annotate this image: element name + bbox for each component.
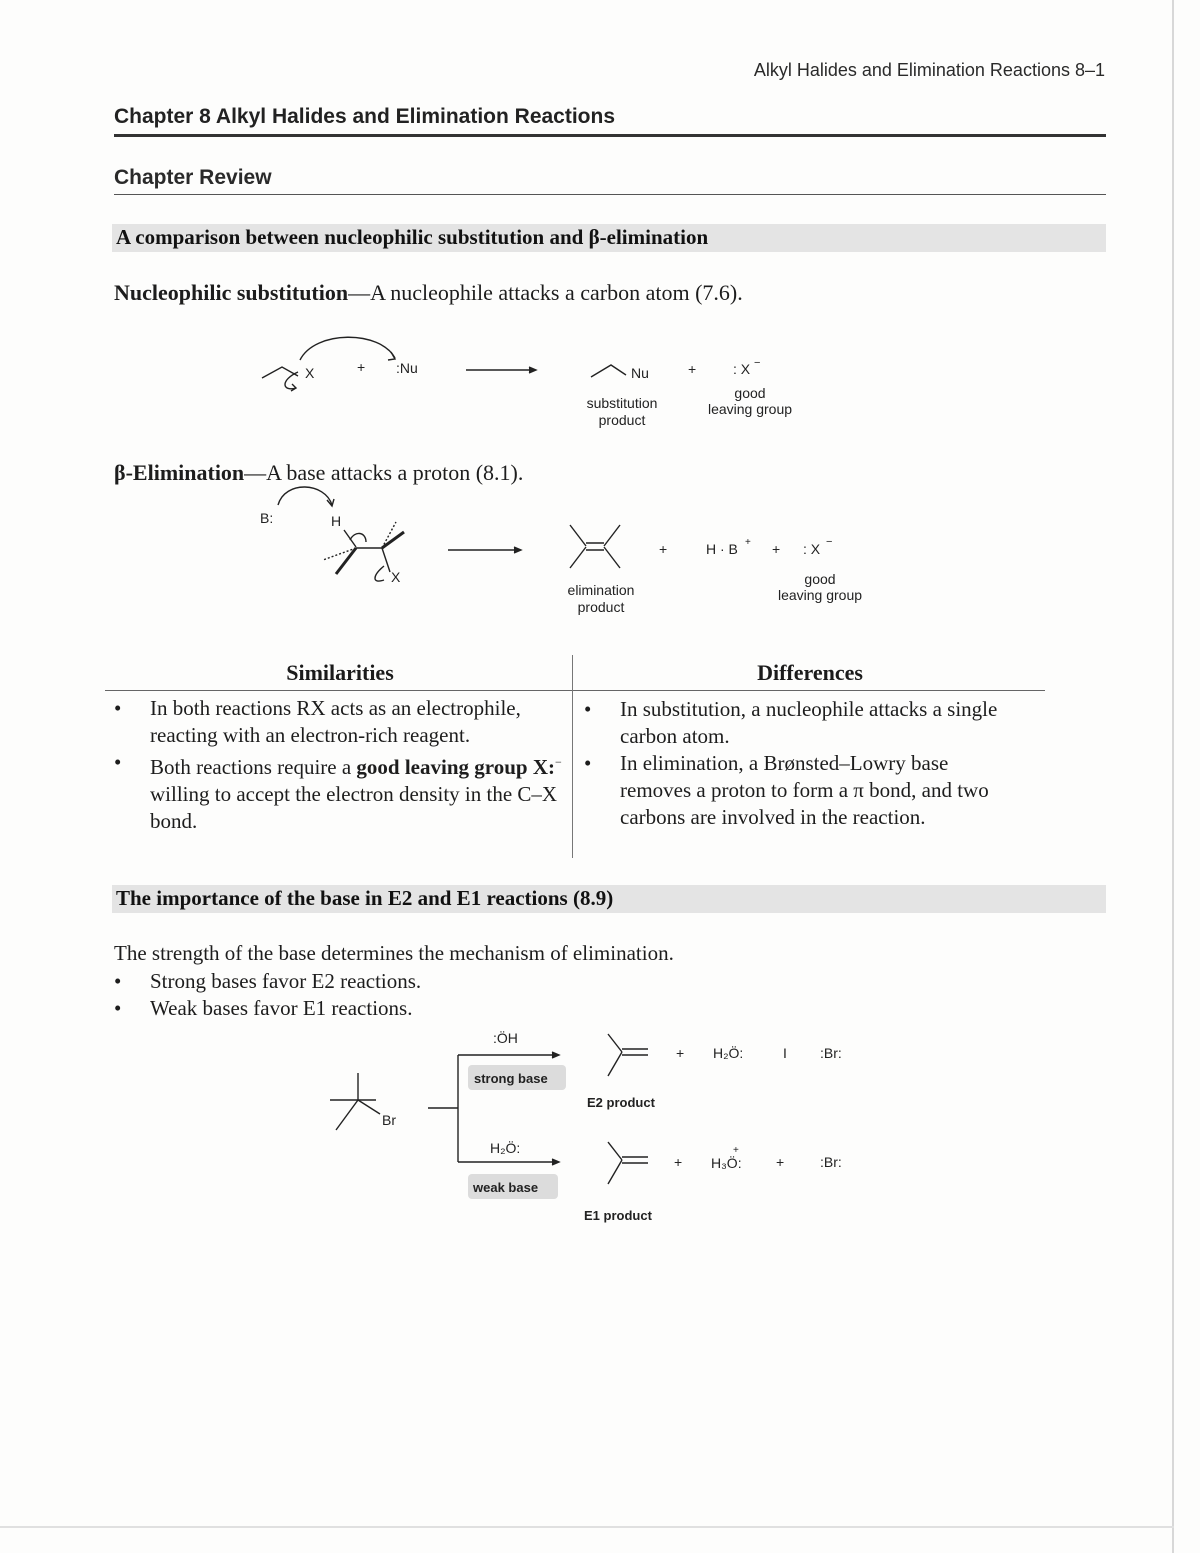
similarity-text-1: In both reactions RX acts as an electrophile, reacting with an electron-rich reagent. — [150, 696, 521, 747]
good-label-2: good — [804, 571, 836, 587]
strong-base-label: strong base — [474, 1071, 548, 1086]
bullet-icon: • — [584, 751, 592, 775]
plus-3: + — [659, 541, 668, 557]
page-edge-shadow — [1172, 0, 1174, 1553]
halide-charge: − — [754, 357, 761, 369]
good-label: good — [734, 385, 766, 401]
conjugate-acid-charge: + — [745, 537, 751, 548]
hydronium-charge: + — [733, 1145, 739, 1156]
elimination-label-1: elimination — [567, 582, 635, 598]
c-br-bond — [358, 1100, 380, 1114]
product-nu: Nu — [631, 365, 649, 381]
hydronium-product: H₃Ö: — [711, 1155, 742, 1171]
elimination-label-2: product — [577, 599, 625, 615]
leaving-group-label: leaving group — [707, 401, 793, 417]
conjugate-acid: H · B — [706, 541, 738, 557]
leaving-x-2: X — [391, 569, 401, 585]
similarities-heading: Similarities — [286, 660, 394, 685]
bromide-atom: Br — [382, 1112, 396, 1128]
bullet-icon: • — [114, 750, 122, 774]
section-heading-base-importance: The importance of the base in E2 and E1 reactions (8.9) — [116, 886, 614, 910]
bromide-anion-e1: :Br: — [820, 1154, 842, 1170]
plus-e1-2: + — [776, 1154, 785, 1170]
water-reagent: H₂Ö: — [490, 1140, 521, 1156]
halide-anion: : X — [733, 361, 751, 377]
plus-e2-1: + — [676, 1045, 685, 1061]
page-bottom-edge — [0, 1526, 1174, 1528]
hydrogen-label: H — [331, 513, 342, 529]
term-beta-elimination: β-Elimination — [114, 460, 245, 485]
e2-alkene-bond-1 — [608, 1034, 622, 1052]
strong-base-text: Strong bases favor E2 reactions. — [150, 969, 422, 993]
running-head: Alkyl Halides and Elimination Reactions 8–1 — [753, 60, 1105, 80]
good-leaving-group-term: good leaving group X: — [356, 755, 555, 779]
e2-product-label: E2 product — [587, 1095, 655, 1110]
plus-2: + — [688, 361, 697, 377]
bullet-icon: • — [114, 696, 122, 720]
substitution-label-1: substitution — [586, 395, 658, 411]
weak-base-label: weak base — [473, 1180, 539, 1195]
chapter-title: Chapter 8 Alkyl Halides and Elimination Reactions — [114, 105, 616, 128]
base-label: B: — [260, 510, 274, 526]
plus-e2-2: I — [783, 1045, 787, 1061]
halide-anion-2: : X — [803, 541, 821, 557]
halide-charge-2: − — [826, 536, 833, 548]
elimination-description: —A base attacks a proton (8.1). — [244, 460, 524, 485]
bullet-icon: • — [114, 969, 122, 993]
chapter-review-heading: Chapter Review — [114, 166, 272, 189]
nucleophile: :Nu — [396, 360, 418, 376]
tbutyl-bond-down — [336, 1100, 358, 1130]
e1-alkene-bond-1 — [608, 1142, 622, 1160]
term-nucleophilic-substitution: Nucleophilic substitution — [114, 280, 349, 305]
bullet-icon: • — [584, 697, 592, 721]
differences-heading: Differences — [757, 660, 863, 685]
difference-text-2: In elimination, a Brønsted–Lowry base removes a proton to form a π bond, and two carbons are involved in the reaction. — [620, 751, 989, 829]
difference-text-1: In substitution, a nucleophile attacks a single carbon atom. — [620, 697, 998, 748]
plus-e1-1: + — [674, 1154, 683, 1170]
charge-sup: − — [554, 755, 562, 769]
bromide-anion-e2: :Br: — [820, 1045, 842, 1061]
nucsub-description: —A nucleophile attacks a carbon atom (7.6). — [348, 280, 743, 305]
section-heading-comparison: A comparison between nucleophilic substitution and β-elimination — [116, 225, 709, 249]
base-strength-intro: The strength of the base determines the mechanism of elimination. — [114, 941, 674, 965]
weak-base-text: Weak bases favor E1 reactions. — [150, 996, 413, 1020]
plus-1: + — [357, 359, 366, 375]
bullet-icon: • — [114, 996, 122, 1020]
substitution-label-2: product — [598, 412, 646, 428]
leaving-x: X — [305, 365, 315, 381]
similarity-text-2a: Both reactions require a — [150, 755, 357, 779]
hydroxide-reagent: :ÖH — [493, 1030, 518, 1046]
plus-4: + — [772, 541, 781, 557]
leaving-group-label-2: leaving group — [777, 587, 863, 603]
similarity-text-2b: willing to accept the electron density in the C–X bond. — [150, 782, 558, 833]
water-product: H₂Ö: — [713, 1045, 744, 1061]
e1-product-label: E1 product — [584, 1208, 652, 1223]
